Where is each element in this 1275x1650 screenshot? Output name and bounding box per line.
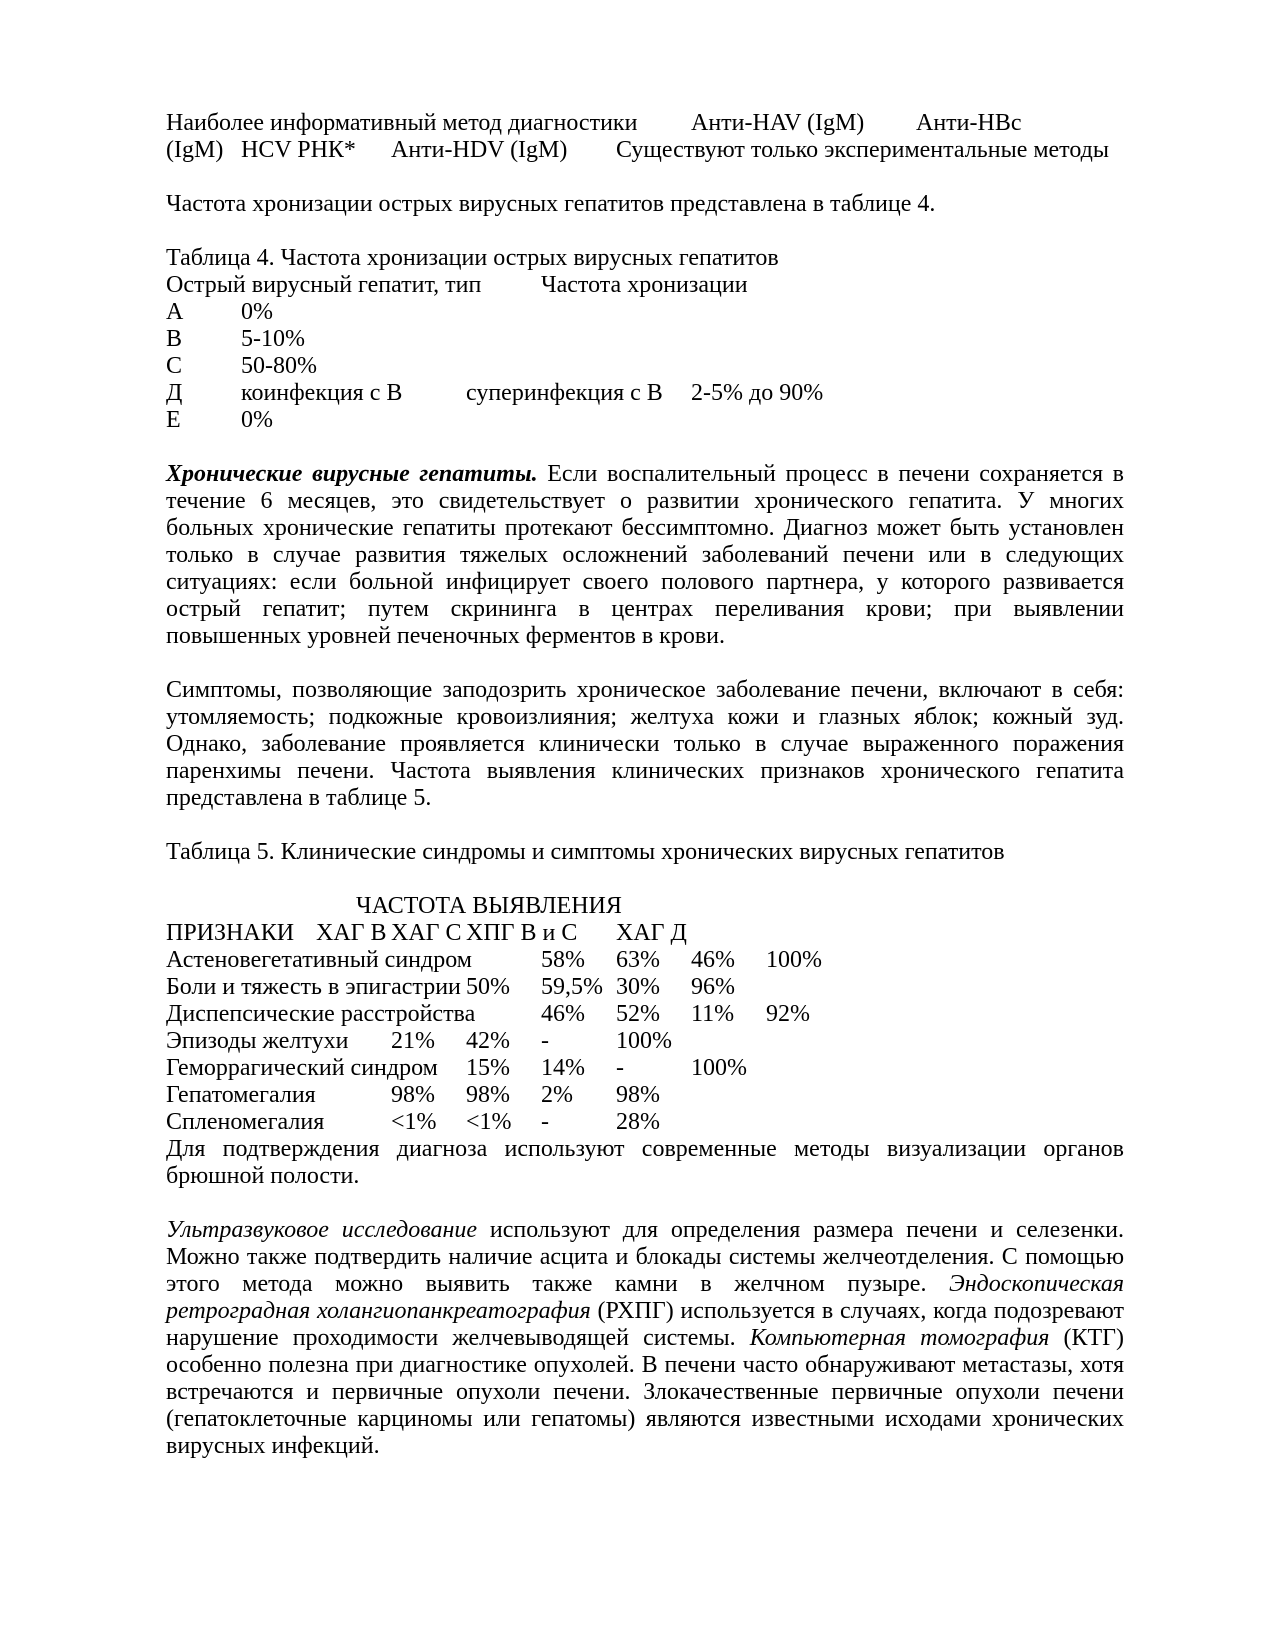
paragraph-chronization-note: Частота хронизации острых вирусных гепатитов представлена в таблице 4.: [166, 191, 936, 217]
table5-row: Спленомегалия <1% <1% - 28%: [166, 1109, 660, 1135]
blank-line: [166, 650, 1124, 677]
table4-caption: Таблица 4. Частота хронизации острых вирусных гепатитов: [166, 245, 779, 271]
table5-row: Боли и тяжесть в эпигастрии 50% 59,5% 30% 96%: [166, 974, 735, 1000]
table4-row: Е 0%: [166, 407, 273, 433]
blank-line: [166, 164, 1124, 191]
italic-term-ct: Компьютерная томография: [749, 1325, 1050, 1351]
table4-row: А 0%: [166, 299, 273, 325]
paragraph-body-text: используют для определения размера печени и селезенки. Можно также подтвердить наличие асцита и блокады системы желчеотделения. С помощью этого метода можно выявить также камни в желчном пузыре.: [166, 1217, 1125, 1297]
intro-line-1: Наиболее информативный метод диагностики Анти-HAV (IgM) Анти-HBc: [166, 110, 1022, 136]
paragraph-body-text: (КТГ) особенно полезна при диагностике опухолей. В печени часто обнаруживают метастазы, хотя встречаются и первичные опухоли печени. Злокачественные первичные опухоли печени (гепатоклеточные карциномы или гепатомы) являются известными исходами хронических вирусных инфекций.: [166, 1325, 1125, 1459]
table5-row: Гепатомегалия 98% 98% 2% 98%: [166, 1082, 660, 1108]
table4-header-row: Острый вирусный гепатит, тип Частота хронизации: [166, 272, 748, 298]
table4-row: В 5-10%: [166, 326, 305, 352]
italic-term-ultrasound: Ультразвуковое исследование: [166, 1217, 478, 1243]
table5-row: Геморрагический синдром 15% 14% - 100%: [166, 1055, 747, 1081]
table4-row: С 50-80%: [166, 353, 317, 379]
paragraph-chronic-hepatitis: [166, 461, 1124, 650]
blank-line: [166, 1190, 1124, 1217]
italic-term-ercp: Эндоскопическая ретроградная холангиопанкреатография: [166, 1271, 1124, 1324]
paragraph-symptoms: Симптомы, позволяющие заподозрить хроническое заболевание печени, включают в себя: утомляемость; подкожные кровоизлияния; желтуха кожи и глазных яблок; кожный зуд. Однако, заболевание проявляется клинически только в случае выраженного поражения паренхимы печени. Частота выявления клинических признаков хронического гепатита представлена в таблице 5.: [166, 677, 1124, 811]
table5-subheader: ЧАСТОТА ВЫЯВЛЕНИЯ: [356, 893, 622, 919]
table5-row: Диспепсические расстройства 46% 52% 11% 92%: [166, 1001, 810, 1027]
table5-row: Эпизоды желтухи 21% 42% - 100%: [166, 1028, 672, 1054]
paragraph-imaging: Для подтверждения диагноза используют современные методы визуализации органов брюшной полости.: [166, 1136, 1124, 1189]
table5-caption: Таблица 5. Клинические синдромы и симптомы хронических вирусных гепатитов: [166, 839, 1005, 865]
paragraph-body-text: (РХПГ) используется в случаях, когда подозревают нарушение проходимости желчевыводящей системы.: [166, 1298, 1125, 1351]
paragraph-ultrasound: [166, 1217, 1124, 1460]
blank-line: [166, 866, 1124, 893]
intro-line-2: (IgM) HCV РНК* Анти-HDV (IgM) Существуют только экспериментальные методы: [166, 137, 1109, 163]
blank-line: [166, 434, 1124, 461]
blank-line: [166, 218, 1124, 245]
blank-line: [166, 812, 1124, 839]
bold-italic-lead: Хронические вирусные гепатиты.: [166, 461, 538, 487]
table4-row: Д коинфекция с В суперинфекция с В 2-5% до 90%: [166, 380, 824, 406]
table5-row: Астеновегетативный синдром 58% 63% 46% 100%: [166, 947, 822, 973]
paragraph-body-text: Если воспалительный процесс в печени сохраняется в течение 6 месяцев, это свидетельствует о развитии хронического гепатита. У многих больных хронические гепатиты протекают бессимптомно. Диагноз может быть установлен только в случае развития тяжелых осложнений заболеваний печени или в следующих ситуациях: если больной инфицирует своего полового партнера, у которого развивается острый гепатит; путем скрининга в центрах переливания крови; при выявлении повышенных уровней печеночных ферментов в крови.: [166, 461, 1125, 649]
table5-header-row: ПРИЗНАКИ ХАГ В ХАГ С ХПГ В и С ХАГ Д: [166, 920, 687, 946]
